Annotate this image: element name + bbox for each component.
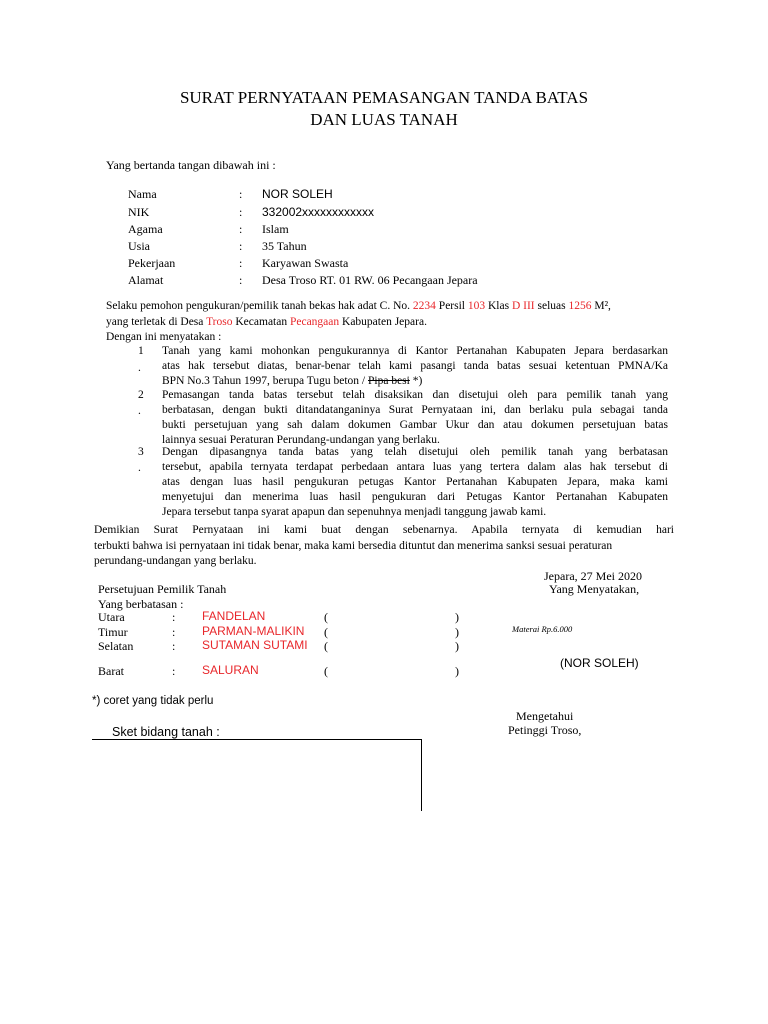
signature-close-paren: ) [455,664,459,678]
point-2-line: lainnya sesuai Peraturan Perundang-undangan yang berlaku. [162,434,440,446]
point-2-line: Pemasangan tanda batas tersebut telah disaksikan dan disetujui oleh para pemilik tanah yang [162,389,668,401]
identity-value-nik: 332002xxxxxxxxxxxx [262,205,375,219]
struck-option: Pipa besi [368,375,410,387]
statement-heading: Dengan ini menyatakan : [106,331,222,343]
area-value: 1256 [568,300,592,312]
acknowledge-label: Mengetahui [516,709,574,723]
document-title-line1: SURAT PERNYATAAN PEMASANGAN TANDA BATAS [179,88,589,107]
closing-line: perundang-undangan yang berlaku. [94,555,257,567]
identity-label: Usia [128,239,150,253]
neighbors-heading: Persetujuan Pemilik Tanah [98,582,227,596]
point-3-line: menyetujui dan menerima luas hasil pengukuran dari Petugas Kantor Pertanahan Kabupaten [162,491,668,503]
neighbor-colon: : [172,610,176,624]
signature-close-paren: ) [455,639,459,653]
point-number: 2 [138,389,144,401]
identity-value-religion: Islam [262,222,289,236]
point-number: 3 [138,446,144,458]
identity-colon: : [239,239,243,253]
neighbor-name-south: SUTAMAN SUTAMI [202,638,308,652]
point-2-line: berbatasan, dengan bukti ditandatanganinya Surat Pernyataan ini, dan berlaku pula sebagai tanda [162,404,668,416]
point-1-line: atas hak tersebut diatas, benar-benar telah kami pasangi tanda batas sesuai ketentuan PMNA/Ka [162,360,668,372]
sketch-label: Sket bidang tanah : [112,725,220,739]
point-3-line: Dengan dipasangnya tanda batas yang telah disetujui oleh pemilik tanah yang berbatasan [162,446,668,458]
neighbor-direction: Utara [98,610,125,624]
point-2-line: bukti persetujuan yang sah dalam dokumen Gambar Ukur dan atau dokumen persetujuan batas [162,419,668,431]
identity-label: Nama [128,187,157,201]
point-3-line: tersebut, apabila ternyata terdapat perbedaan antara luas yang tertera dalam alas hak tersebut di [162,461,668,473]
persil-number: 103 [467,300,486,312]
point-number: 1 [138,345,144,357]
point-dot: . [138,405,141,417]
signature-open-paren: ( [324,664,328,678]
footnote: *) coret yang tidak perlu [92,695,214,707]
identity-value-age: 35 Tahun [262,239,307,253]
neighbor-colon: : [172,639,176,653]
signature-close-paren: ) [455,625,459,639]
identity-value-name: NOR SOLEH [262,187,333,201]
declarant-name: (NOR SOLEH) [560,656,639,670]
identity-label: Pekerjaan [128,256,176,270]
identity-label: Alamat [128,273,164,287]
signature-open-paren: ( [324,639,328,653]
signature-close-paren: ) [455,610,459,624]
point-3-line: Jepara tersebut tanpa syarat apapun dan sepenuhnya menjadi tanggung jawab kami. [162,506,547,518]
district-name: Pecangaan [289,316,340,328]
neighbor-colon: : [172,625,176,639]
village-name: Troso [206,316,233,328]
point-1-line: Tanah yang kami mohonkan pengukurannya di Kantor Pertanahan Kabupaten Jepara berdasarkan [162,345,668,357]
neighbor-direction: Selatan [98,639,134,653]
document-title-line2: DAN LUAS TANAH [310,110,458,129]
identity-colon: : [239,256,243,270]
neighbor-name-east: PARMAN-MALIKIN [202,624,305,638]
identity-colon: : [239,187,243,201]
identity-label: Agama [128,222,163,236]
sketch-box-right-border [421,739,422,811]
point-1-line: BPN No.3 Tahun 1997, berupa Tugu beton / Pipa besi *) [162,375,423,387]
identity-value-address: Desa Troso RT. 01 RW. 06 Pecangaan Jepara [262,273,478,287]
identity-label: NIK [128,205,150,219]
neighbor-direction: Timur [98,625,128,639]
acknowledge-official: Petinggi Troso, [508,723,582,737]
neighbor-colon: : [172,664,176,678]
declarant-label: Yang Menyatakan, [549,582,640,596]
klas-value: D III [511,300,535,312]
signature-open-paren: ( [324,625,328,639]
point-dot: . [138,462,141,474]
intro-text: Yang bertanda tangan dibawah ini : [106,158,276,172]
closing-line: terbukti bahwa isi pernyataan ini tidak benar, maka kami bersedia dituntut dan menerima sanksi sesuai peraturan [94,540,613,552]
identity-colon: : [239,222,243,236]
c-number: 2234 [412,300,436,312]
materai-note: Materai Rp.6.000 [512,624,573,634]
sketch-box-top-border [92,739,422,740]
neighbor-name-west: SALURAN [202,663,259,677]
neighbor-direction: Barat [98,664,124,678]
date-place: Jepara, 27 Mei 2020 [544,569,642,583]
applicant-line-1: Selaku pemohon pengukuran/pemilik tanah bekas hak adat C. No. 2234 Persil 103 Klas D III seluas 1256 M², [106,300,611,312]
signature-open-paren: ( [324,610,328,624]
point-3-line: atas dengan luas hasil pengukuran petugas Kantor Pertanahan Kabupaten Jepara, maka kami [162,476,668,488]
point-dot: . [138,362,141,374]
applicant-line-2: yang terletak di Desa Troso Kecamatan Pecangaan Kabupaten Jepara. [106,316,427,328]
neighbor-name-north: FANDELAN [202,609,266,623]
neighbors-subheading: Yang berbatasan : [98,597,184,611]
identity-colon: : [239,273,243,287]
closing-line: Demikian Surat Pernyataan ini kami buat dengan sebenarnya. Apabila ternyata di kemudian hari [94,524,674,536]
identity-colon: : [239,205,243,219]
identity-value-occupation: Karyawan Swasta [262,256,349,270]
